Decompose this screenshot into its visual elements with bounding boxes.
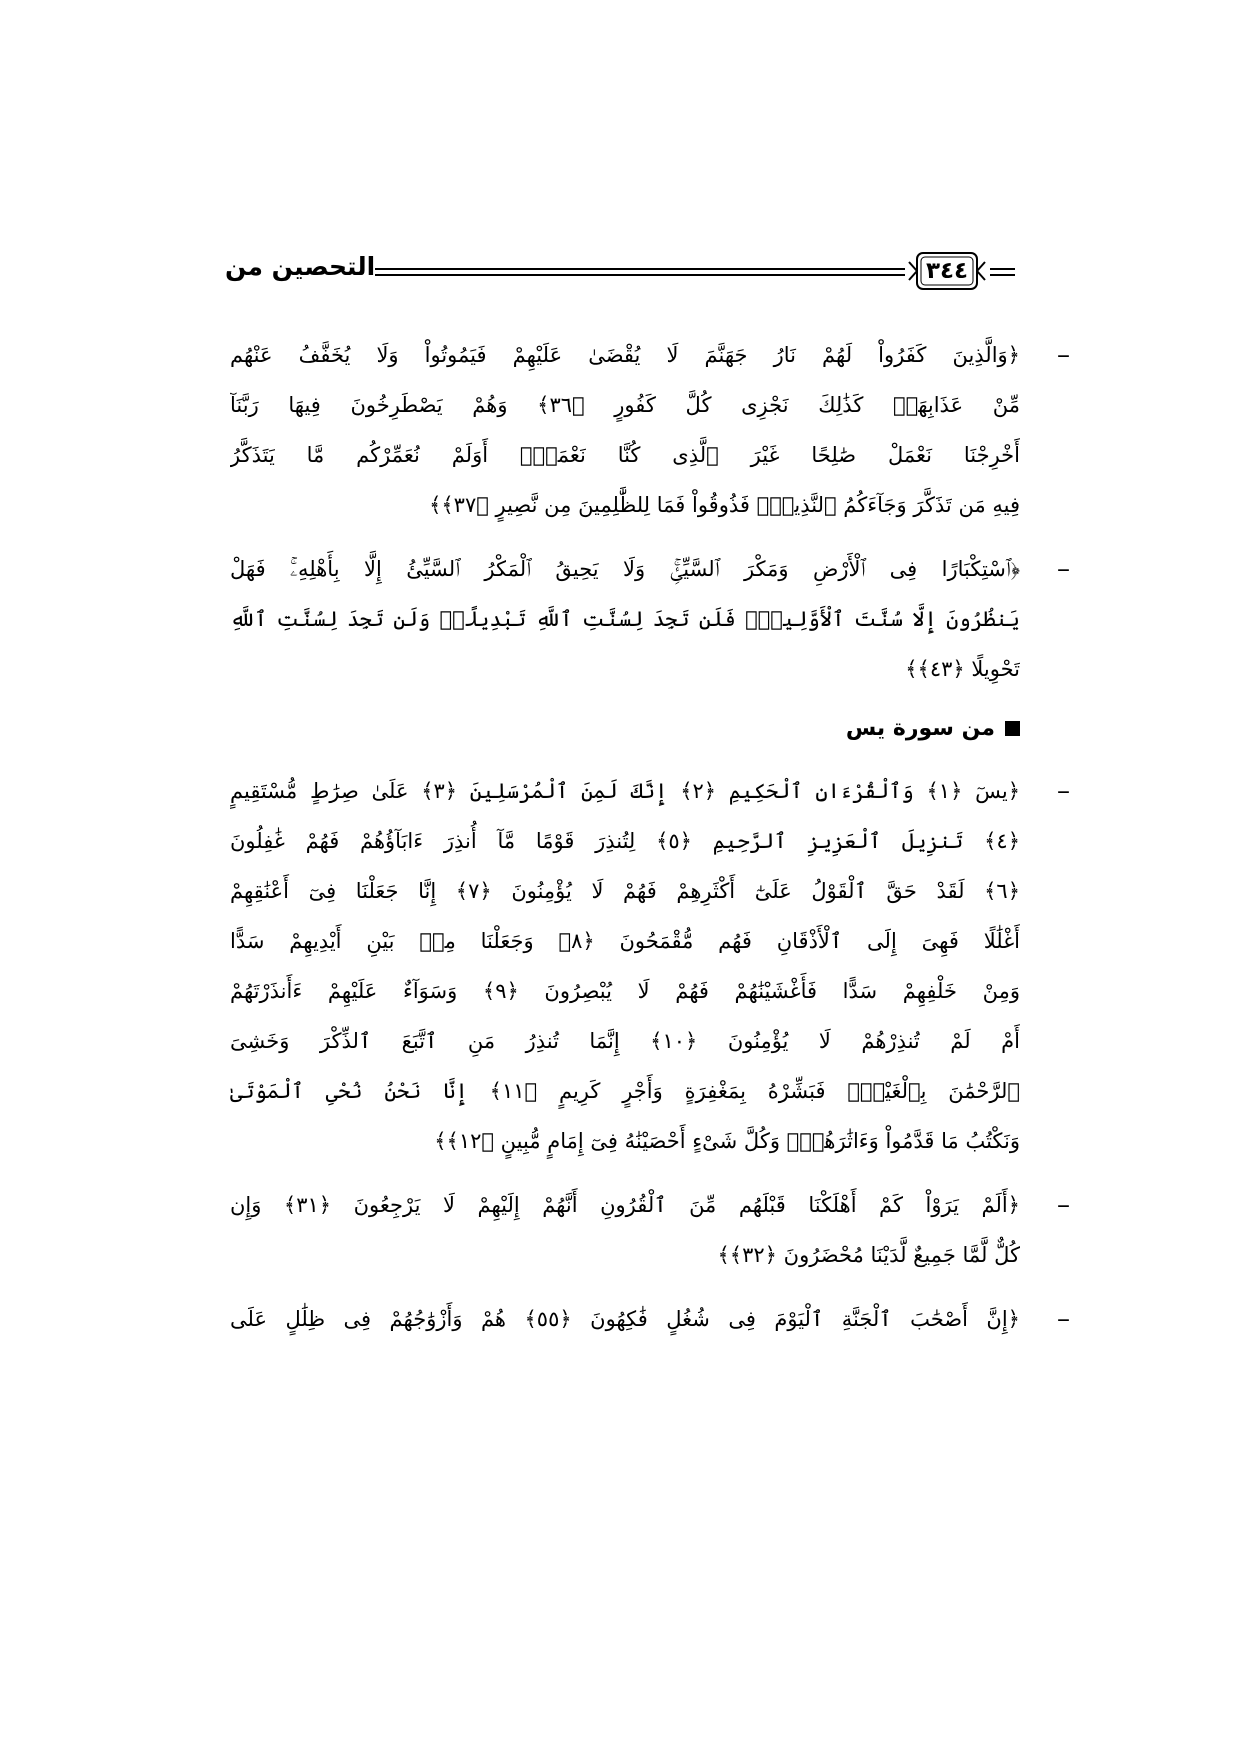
verse-entry xyxy=(230,1294,1070,1344)
verse-entry xyxy=(230,330,1070,530)
page-content xyxy=(230,330,1070,1358)
verse-line: يَنظُرُونَ إِلَّا سُنَّتَ ٱلْأَوَّلِينَۚ فَلَن تَجِدَ لِسُنَّتِ ٱللَّهِ تَبْدِيلًاۖ وَلَن تَجِدَ لِسُنَّتِ ٱللَّهِ xyxy=(230,607,1020,631)
verse-line: ﴿يسٓ ﴿١﴾ وَٱلْقُرْءَانِ ٱلْحَكِيمِ ﴿٢﴾ إِنَّكَ لَمِنَ ٱلْمُرْسَلِينَ ﴿٣﴾ عَلَىٰ صِرَٰطٍ مُّسْتَقِيمٍ xyxy=(230,779,1020,803)
verse-line: وَمِنْ خَلْفِهِمْ سَدًّا فَأَغْشَيْنَٰهُمْ فَهُمْ لَا يُبْصِرُونَ ﴿٩﴾ وَسَوَآءٌ عَلَيْهِمْ ءَأَنذَرْتَهُمْ xyxy=(230,979,1020,1003)
entry-dash: – xyxy=(1057,340,1070,370)
entry-dash: – xyxy=(1057,554,1070,584)
entry-dash: – xyxy=(1057,1190,1070,1220)
verse-entry xyxy=(230,1180,1070,1280)
page-number-frame xyxy=(907,250,987,292)
entry-dash: – xyxy=(1057,776,1070,806)
entry-dash: – xyxy=(1057,1304,1070,1334)
running-title: التحصين من xyxy=(225,252,376,281)
verse-line: ﴿ٱسْتِكْبَارًا فِى ٱلْأَرْضِ وَمَكْرَ ٱلسَّيِّئِۚ وَلَا يَحِيقُ ٱلْمَكْرُ ٱلسَّيِّئُ إِلَّا بِأَهْلِهِۦۚ فَهَلْ xyxy=(230,557,1020,581)
verse-line: وَنَكْتُبُ مَا قَدَّمُواْ وَءَاثَٰرَهُمْۚ وَكُلَّ شَىْءٍ أَحْصَيْنَٰهُ فِىٓ إِمَامٍ مُّبِينٍ ﴿١٢﴾﴾ xyxy=(434,1129,1020,1153)
verse-line: تَحْوِيلًا ﴿٤٣﴾﴾ xyxy=(905,657,1020,681)
verse-entry xyxy=(230,766,1070,1166)
verse-line: أَخْرِجْنَا نَعْمَلْ صَٰلِحًا غَيْرَ ٱلَّذِى كُنَّا نَعْمَلُۚ أَوَلَمْ نُعَمِّرْكُم مَّا يَتَذَكَّرُ xyxy=(230,443,1020,467)
page-header xyxy=(225,250,1015,294)
header-rule-left xyxy=(375,268,905,276)
square-bullet-icon xyxy=(1005,721,1020,736)
verse-line: ﴿أَلَمْ يَرَوْاْ كَمْ أَهْلَكْنَا قَبْلَهُم مِّنَ ٱلْقُرُونِ أَنَّهُمْ إِلَيْهِمْ لَا يَرْجِعُونَ ﴿٣١﴾ وَإِن xyxy=(230,1193,1020,1217)
verse-line: ﴿٤﴾ تَنزِيلَ ٱلْعَزِيزِ ٱلرَّحِيمِ ﴿٥﴾ لِتُنذِرَ قَوْمًا مَّآ أُنذِرَ ءَابَآؤُهُمْ فَهُمْ غَٰفِلُونَ xyxy=(230,829,1020,853)
verse-line: مِّنْ عَذَابِهَاۚ كَذَٰلِكَ نَجْزِى كُلَّ كَفُورٍ ﴿٣٦﴾ وَهُمْ يَصْطَرِخُونَ فِيهَا رَبَّنَآ xyxy=(230,393,1020,417)
header-rule-right xyxy=(990,268,1015,276)
verse-line: ﴿إِنَّ أَصْحَٰبَ ٱلْجَنَّةِ ٱلْيَوْمَ فِى شُغُلٍ فَٰكِهُونَ ﴿٥٥﴾ هُمْ وَأَزْوَٰجُهُمْ فِى ظِلَٰلٍ عَلَى xyxy=(230,1307,1020,1331)
verse-line: فِيهِ مَن تَذَكَّرَ وَجَآءَكُمُ ٱلنَّذِيرُۖ فَذُوقُواْ فَمَا لِلظَّٰلِمِينَ مِن نَّصِيرٍ ﴿٣٧﴾﴾ xyxy=(429,493,1020,517)
section-heading-text: من سورة يس xyxy=(845,715,995,741)
page-number: ٣٤٤ xyxy=(925,258,969,284)
verse-line: أَمْ لَمْ تُنذِرْهُمْ لَا يُؤْمِنُونَ ﴿١٠﴾ إِنَّمَا تُنذِرُ مَنِ ٱتَّبَعَ ٱلذِّكْرَ وَخَشِىَ xyxy=(230,1029,1020,1053)
verse-line: كُلٌّ لَّمَّا جَمِيعٌ لَّدَيْنَا مُحْضَرُونَ ﴿٣٢﴾﴾ xyxy=(717,1243,1020,1267)
section-heading xyxy=(230,708,1020,748)
verse-line: ٱلرَّحْمَٰنَ بِٱلْغَيْبِۖ فَبَشِّرْهُ بِمَغْفِرَةٍ وَأَجْرٍ كَرِيمٍ ﴿١١﴾ إِنَّا نَحْنُ نُحْىِ ٱلْمَوْتَىٰ xyxy=(230,1079,1020,1103)
verse-entry xyxy=(230,544,1070,694)
verse-line: ﴿وَالَّذِينَ كَفَرُواْ لَهُمْ نَارُ جَهَنَّمَ لَا يُقْضَىٰ عَلَيْهِمْ فَيَمُوتُواْ وَلَا يُخَفَّفُ عَنْهُم xyxy=(230,343,1020,367)
verse-line: ﴿٦﴾ لَقَدْ حَقَّ ٱلْقَوْلُ عَلَىٰٓ أَكْثَرِهِمْ فَهُمْ لَا يُؤْمِنُونَ ﴿٧﴾ إِنَّا جَعَلْنَا فِىٓ أَعْنَٰقِهِمْ xyxy=(230,879,1020,903)
verse-line: أَغْلَٰلًا فَهِىَ إِلَى ٱلْأَذْقَانِ فَهُم مُّقْمَحُونَ ﴿٨﴾ وَجَعَلْنَا مِنۢ بَيْنِ أَيْدِيهِمْ سَدًّا xyxy=(230,929,1020,953)
